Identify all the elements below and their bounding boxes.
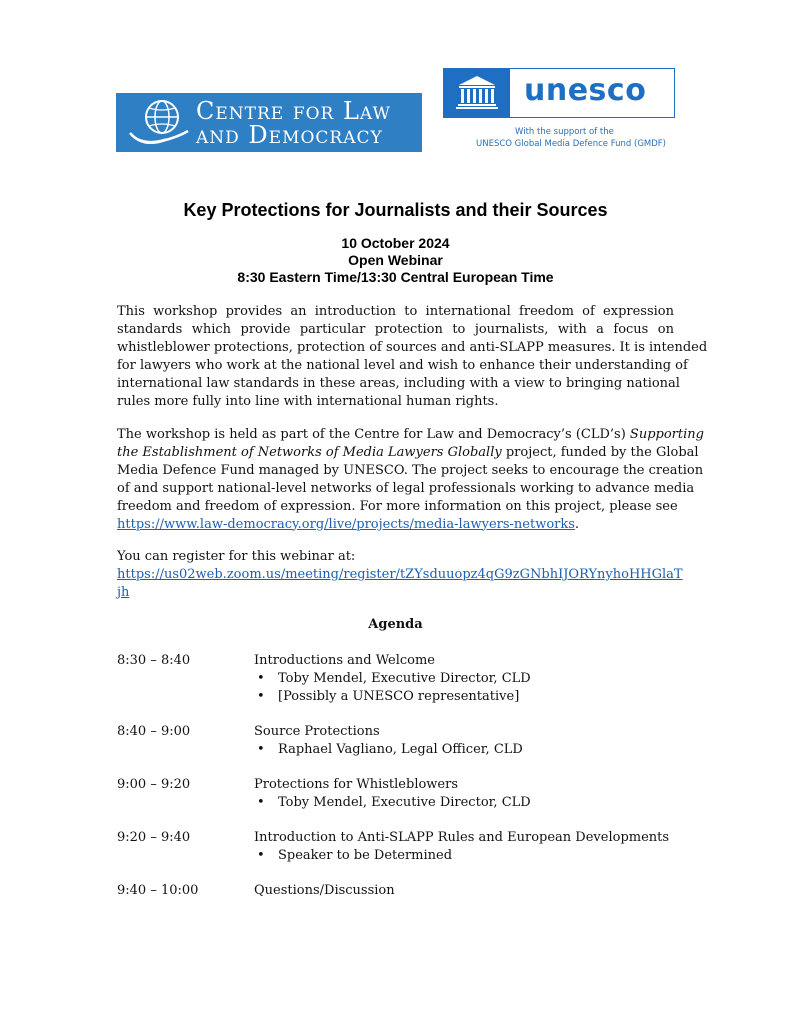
unesco-logo [443,68,675,118]
cld-logo-line2: and Democracy [196,121,383,149]
register-link-continued[interactable]: jh [117,584,130,600]
page-title: Key Protections for Journalists and their Sources [183,200,608,220]
project-link-suffix: . [574,516,580,532]
intro-line: standards which provide particular protection to journalists, with a focus on [117,321,674,337]
intro-line: international law standards in these areas, including with a view to bringing national [117,375,680,391]
project-line: freedom and freedom of expression. For more information on this project, please see [117,498,678,514]
project-name-italic: the Establishment of Networks of Media Lawyers Globally [117,444,502,460]
agenda-speaker: Raphael Vagliano, Legal Officer, CLD [278,742,523,757]
event-time: 8:30 Eastern Time/13:30 Central European Time [237,269,554,285]
project-line [117,444,699,462]
agenda-time: 9:20 – 9:40 [117,830,191,845]
gmdf-support-line1: With the support of the [515,127,614,137]
bullet-icon: • [257,848,265,863]
bullet-icon: • [257,795,265,810]
intro-paragraph [117,303,708,410]
intro-line: whistleblower protections, protection of sources and anti-SLAPP measures. It is intended [117,339,708,355]
agenda-time: 9:00 – 9:20 [117,777,191,792]
register-section [117,548,683,602]
agenda-session: Introduction to Anti-SLAPP Rules and European Developments [254,830,670,845]
bullet-icon: • [257,671,265,686]
event-date: 10 October 2024 [341,235,450,251]
agenda-speaker: [Possibly a UNESCO representative] [278,689,520,704]
unesco-icon-box [444,69,510,117]
project-line [117,426,704,444]
project-link[interactable]: https://www.law-democracy.org/live/projects/media-lawyers-networks [117,516,575,532]
intro-line: rules more fully into line with international human rights. [117,393,499,409]
register-label: You can register for this webinar at: [117,549,356,564]
gmdf-support-line2: UNESCO Global Media Defence Fund (GMDF) [476,139,666,149]
agenda-time: 8:30 – 8:40 [117,653,191,668]
agenda-time: 8:40 – 9:00 [117,724,191,739]
project-name-italic: Supporting [629,427,704,442]
project-text: The workshop is held as part of the Centre for Law and Democracy’s (CLD’s) [117,427,630,442]
bullet-icon: • [257,742,265,757]
register-link[interactable]: https://us02web.zoom.us/meeting/register/tZYsduuopz4qG9zGNbhIJORYnyhoHHGlaT [117,566,683,582]
globe-hands-icon [126,97,192,149]
cld-logo [116,93,422,152]
agenda-session: Questions/Discussion [254,883,395,898]
agenda-speaker: Speaker to be Determined [278,848,453,863]
agenda-speaker: Toby Mendel, Executive Director, CLD [278,671,531,686]
agenda-time: 9:40 – 10:00 [117,883,199,898]
agenda-title: Agenda [368,617,423,632]
bullet-icon: • [257,689,265,704]
agenda-speaker: Toby Mendel, Executive Director, CLD [278,795,531,810]
unesco-temple-icon [444,69,510,117]
event-type: Open Webinar [348,252,443,268]
intro-line: This workshop provides an introduction to international freedom of expression [117,304,674,319]
unesco-wordmark: unesco [524,73,647,108]
project-paragraph [117,426,704,533]
agenda-session: Protections for Whistleblowers [254,777,459,792]
cld-logo-line1: Centre for Law [196,97,391,125]
project-line: Media Defence Fund managed by UNESCO. The project seeks to encourage the creation [117,462,704,478]
project-line [117,516,674,534]
intro-line: for lawyers who work at the national level and wish to enhance their understanding of [117,357,688,373]
project-line: of and support national-level networks of legal professionals working to advance media [117,480,695,496]
agenda-session: Source Protections [254,724,380,739]
project-text: project, funded by the Global [501,444,699,460]
agenda-session: Introductions and Welcome [254,653,435,668]
